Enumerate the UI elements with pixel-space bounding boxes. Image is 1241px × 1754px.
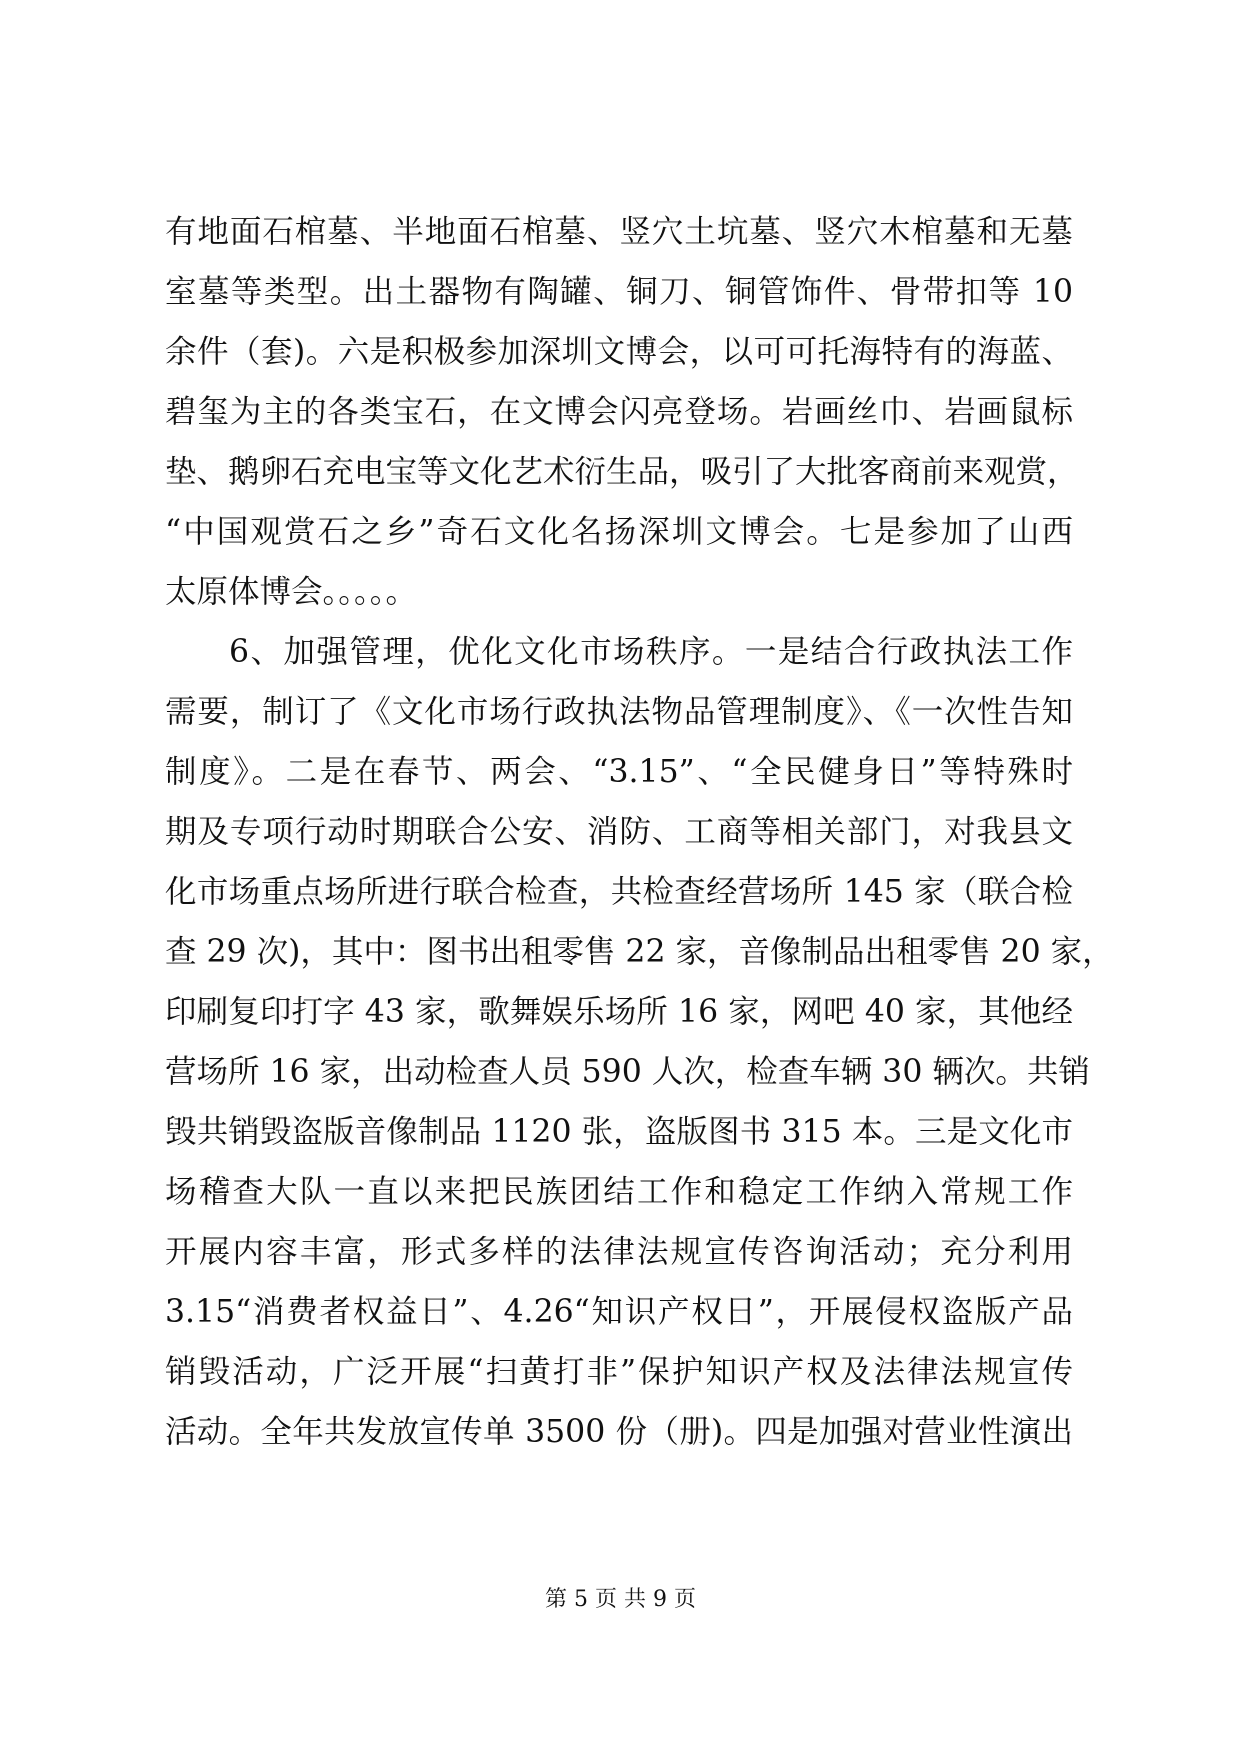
page-number-footer: 第 5 页 共 9 页 bbox=[545, 1587, 696, 1612]
body-text-line: 余件（套)。六是积极参加深圳文博会，以可可托海特有的海蓝、 bbox=[165, 334, 1073, 370]
body-text-line: 期及专项行动时期联合公安、消防、工商等相关部门，对我县文 bbox=[165, 814, 1073, 850]
body-text-line: 毁共销毁盗版音像制品 1120 张，盗版图书 315 本。三是文化市 bbox=[165, 1114, 1073, 1150]
body-text-line: 制度》。二是在春节、两会、“3.15”、“全民健身日”等特殊时 bbox=[165, 754, 1073, 790]
paragraph-start-line: 6、加强管理，优化文化市场秩序。一是结合行政执法工作 bbox=[229, 634, 1073, 670]
body-text-line: 查 29 次)，其中：图书出租零售 22 家，音像制品出租零售 20 家， bbox=[165, 934, 1114, 970]
body-text-line: 太原体博会。。。。。 bbox=[165, 574, 418, 610]
body-text-line: 开展内容丰富，形式多样的法律法规宣传咨询活动；充分利用 bbox=[165, 1234, 1073, 1270]
body-text-line: 化市场重点场所进行联合检查，共检查经营场所 145 家（联合检 bbox=[165, 874, 1073, 910]
body-text-line: 销毁活动，广泛开展“扫黄打非”保护知识产权及法律法规宣传 bbox=[165, 1354, 1073, 1390]
body-text-line: 印刷复印打字 43 家，歌舞娱乐场所 16 家，网吧 40 家，其他经 bbox=[165, 994, 1073, 1030]
body-text-line: 营场所 16 家，出动检查人员 590 人次，检查车辆 30 辆次。共销 bbox=[165, 1054, 1090, 1090]
body-text-line: 垫、鹅卵石充电宝等文化艺术衍生品，吸引了大批客商前来观赏， bbox=[165, 454, 1079, 490]
body-text-line: 场稽查大队一直以来把民族团结工作和稳定工作纳入常规工作 bbox=[165, 1174, 1073, 1210]
body-text-line: 碧玺为主的各类宝石，在文博会闪亮登场。岩画丝巾、岩画鼠标 bbox=[165, 394, 1073, 430]
body-text-line: 室墓等类型。出土器物有陶罐、铜刀、铜管饰件、骨带扣等 10 bbox=[165, 274, 1073, 310]
body-text-line: 有地面石棺墓、半地面石棺墓、竖穴土坑墓、竖穴木棺墓和无墓 bbox=[165, 214, 1073, 250]
body-text-line: 3.15“消费者权益日”、4.26“知识产权日”，开展侵权盗版产品 bbox=[165, 1294, 1073, 1330]
body-text-line: “中国观赏石之乡”奇石文化名扬深圳文博会。七是参加了山西 bbox=[165, 514, 1073, 550]
body-text-line: 活动。全年共发放宣传单 3500 份（册)。四是加强对营业性演出 bbox=[165, 1414, 1073, 1450]
body-text-line: 需要，制订了《文化市场行政执法物品管理制度》、《一次性告知 bbox=[165, 694, 1073, 730]
